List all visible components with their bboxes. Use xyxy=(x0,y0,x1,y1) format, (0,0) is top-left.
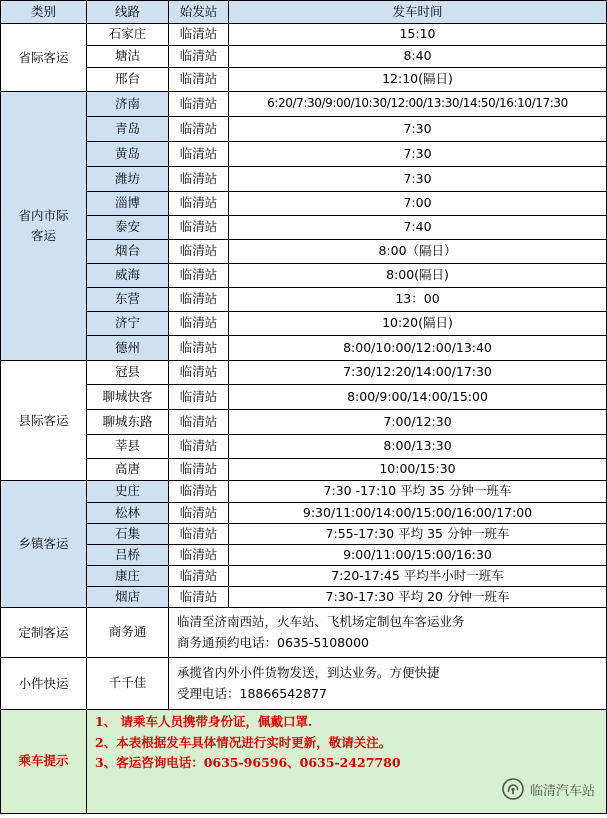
table-row xyxy=(1,288,607,312)
station-cell: 临清站 xyxy=(169,68,229,92)
category-intercity xyxy=(1,92,87,361)
route-cell: 烟台 xyxy=(87,240,169,264)
route-cell: 烟店 xyxy=(87,587,169,608)
route-cell: 东营 xyxy=(87,288,169,312)
header-time: 发车时间 xyxy=(229,1,607,24)
time-cell: 9:30/11:00/14:00/15:00/16:00/17:00 xyxy=(229,503,607,524)
station-cell: 临清站 xyxy=(169,117,229,142)
route-cell: 济宁 xyxy=(87,312,169,336)
table-row xyxy=(1,587,607,608)
custom-description xyxy=(169,608,607,658)
table-row xyxy=(1,361,607,385)
table-row xyxy=(1,524,607,545)
time-cell: 7:30 -17:10 平均 35 分钟一班车 xyxy=(229,481,607,503)
route-cell: 康庄 xyxy=(87,566,169,587)
route-cell: 黄岛 xyxy=(87,142,169,167)
station-cell: 临清站 xyxy=(169,361,229,385)
table-row xyxy=(1,435,607,459)
station-cell: 临清站 xyxy=(169,503,229,524)
route-cell: 淄博 xyxy=(87,192,169,216)
table-row xyxy=(1,503,607,524)
time-cell: 10:00/15:30 xyxy=(229,459,607,481)
station-cell: 临清站 xyxy=(169,240,229,264)
station-cell: 临清站 xyxy=(169,312,229,336)
time-cell: 8:00/13:30 xyxy=(229,435,607,459)
notice-line-2: 2、本表根据发车具体情况进行实时更新，敬请关注。 xyxy=(95,734,392,750)
parcel-service-row xyxy=(1,658,607,710)
table-row xyxy=(1,192,607,216)
category-township: 乡镇客运 xyxy=(1,481,87,608)
route-cell: 威海 xyxy=(87,264,169,288)
time-cell: 7:20-17:45 平均半小时一班车 xyxy=(229,566,607,587)
route-cell: 济南 xyxy=(87,92,169,117)
route-cell: 冠县 xyxy=(87,361,169,385)
route-cell: 莘县 xyxy=(87,435,169,459)
station-cell: 临清站 xyxy=(169,167,229,192)
station-cell: 临清站 xyxy=(169,545,229,566)
time-cell: 7:30/12:20/14:00/17:30 xyxy=(229,361,607,385)
table-row xyxy=(1,216,607,240)
time-cell: 12:10(隔日) xyxy=(229,68,607,92)
route-cell: 聊城快客 xyxy=(87,385,169,410)
route-cell: 邢台 xyxy=(87,68,169,92)
route-cell: 石家庄 xyxy=(87,24,169,46)
time-cell: 7:00/12:30 xyxy=(229,410,607,435)
table-row xyxy=(1,264,607,288)
header-route: 线路 xyxy=(87,1,169,24)
station-cell: 临清站 xyxy=(169,92,229,117)
station-cell: 临清站 xyxy=(169,192,229,216)
table-row xyxy=(1,385,607,410)
category-intercity-label: 省内市际客运 xyxy=(18,208,69,243)
route-cell: 泰安 xyxy=(87,216,169,240)
route-cell: 德州 xyxy=(87,336,169,361)
station-cell: 临清站 xyxy=(169,410,229,435)
time-cell: 8:00/10:00/12:00/13:40 xyxy=(229,336,607,361)
station-cell: 临清站 xyxy=(169,566,229,587)
table-row xyxy=(1,410,607,435)
station-cell: 临清站 xyxy=(169,288,229,312)
header-row xyxy=(1,1,607,24)
time-cell: 8:00/9:00/14:00/15:00 xyxy=(229,385,607,410)
time-cell: 7:00 xyxy=(229,192,607,216)
station-cell: 临清站 xyxy=(169,336,229,361)
watermark-text: 临清汽车站 xyxy=(529,783,595,799)
station-cell: 临清站 xyxy=(169,481,229,503)
station-cell: 临清站 xyxy=(169,524,229,545)
notice-line-3: 3、客运咨询电话：0635-96596、0635-2427780 xyxy=(95,755,401,771)
table-row xyxy=(1,46,607,68)
time-cell: 10:20(隔日) xyxy=(229,312,607,336)
custom-line-2: 商务通预约电话：0635-5108000 xyxy=(177,634,369,650)
notice-line-1: 1、 请乘车人员携带身份证，佩戴口罩. xyxy=(95,714,313,729)
time-cell: 7:30-17:30 平均 20 分钟一班车 xyxy=(229,587,607,608)
table-row xyxy=(1,566,607,587)
route-cell: 史庄 xyxy=(87,481,169,503)
custom-service-row xyxy=(1,608,607,658)
time-cell: 15:10 xyxy=(229,24,607,46)
time-cell: 7:30 xyxy=(229,142,607,167)
parcel-line-1: 承揽省内外小件货物发送，到达业务。方便快捷 xyxy=(177,664,440,680)
category-interprovincial: 省际客运 xyxy=(1,24,87,92)
station-cell: 临清站 xyxy=(169,587,229,608)
time-cell: 13：00 xyxy=(229,288,607,312)
station-cell: 临清站 xyxy=(169,264,229,288)
table-row xyxy=(1,24,607,46)
route-cell: 聊城东路 xyxy=(87,410,169,435)
time-cell: 7:30 xyxy=(229,167,607,192)
custom-line-1: 临清至济南西站，火车站、飞机场定制包车客运业务 xyxy=(177,613,465,629)
route-cell: 石集 xyxy=(87,524,169,545)
route-cell: 青岛 xyxy=(87,117,169,142)
time-cell: 7:40 xyxy=(229,216,607,240)
station-cell: 临清站 xyxy=(169,24,229,46)
wechat-official-account-icon xyxy=(502,778,524,800)
table-row xyxy=(1,481,607,503)
header-category: 类别 xyxy=(1,1,87,24)
table-row xyxy=(1,117,607,142)
category-notice: 乘车提示 xyxy=(1,710,87,814)
route-cell: 商务通 xyxy=(87,608,169,658)
parcel-description xyxy=(169,658,607,710)
table-row xyxy=(1,545,607,566)
table-row xyxy=(1,167,607,192)
time-cell: 9:00/11:00/15:00/16:30 xyxy=(229,545,607,566)
station-cell: 临清站 xyxy=(169,216,229,240)
table-row xyxy=(1,459,607,481)
category-intercounty: 县际客运 xyxy=(1,361,87,481)
table-row xyxy=(1,142,607,167)
time-cell: 8:40 xyxy=(229,46,607,68)
table-row xyxy=(1,68,607,92)
time-cell: 6:20/7:30/9:00/10:30/12:00/13:30/14:50/16:10/17:30 xyxy=(229,92,607,117)
station-cell: 临清站 xyxy=(169,46,229,68)
route-cell: 高唐 xyxy=(87,459,169,481)
header-station: 始发站 xyxy=(169,1,229,24)
route-cell: 千千佳 xyxy=(87,658,169,710)
station-cell: 临清站 xyxy=(169,459,229,481)
route-cell: 吕桥 xyxy=(87,545,169,566)
time-cell: 7:30 xyxy=(229,117,607,142)
route-cell: 松林 xyxy=(87,503,169,524)
table-row xyxy=(1,336,607,361)
station-cell: 临清站 xyxy=(169,385,229,410)
category-parcel: 小件快运 xyxy=(1,658,87,710)
parcel-line-2: 受理电话：18866542877 xyxy=(177,685,327,701)
station-cell: 临清站 xyxy=(169,435,229,459)
time-cell: 7:55-17:30 平均 35 分钟一班车 xyxy=(229,524,607,545)
route-cell: 潍坊 xyxy=(87,167,169,192)
table-row xyxy=(1,92,607,117)
time-cell: 8:00(隔日) xyxy=(229,264,607,288)
time-cell: 8:00（隔日） xyxy=(229,240,607,264)
table-row xyxy=(1,240,607,264)
route-cell: 塘沽 xyxy=(87,46,169,68)
table-row xyxy=(1,312,607,336)
category-custom: 定制客运 xyxy=(1,608,87,658)
station-cell: 临清站 xyxy=(169,142,229,167)
watermark xyxy=(502,778,595,800)
